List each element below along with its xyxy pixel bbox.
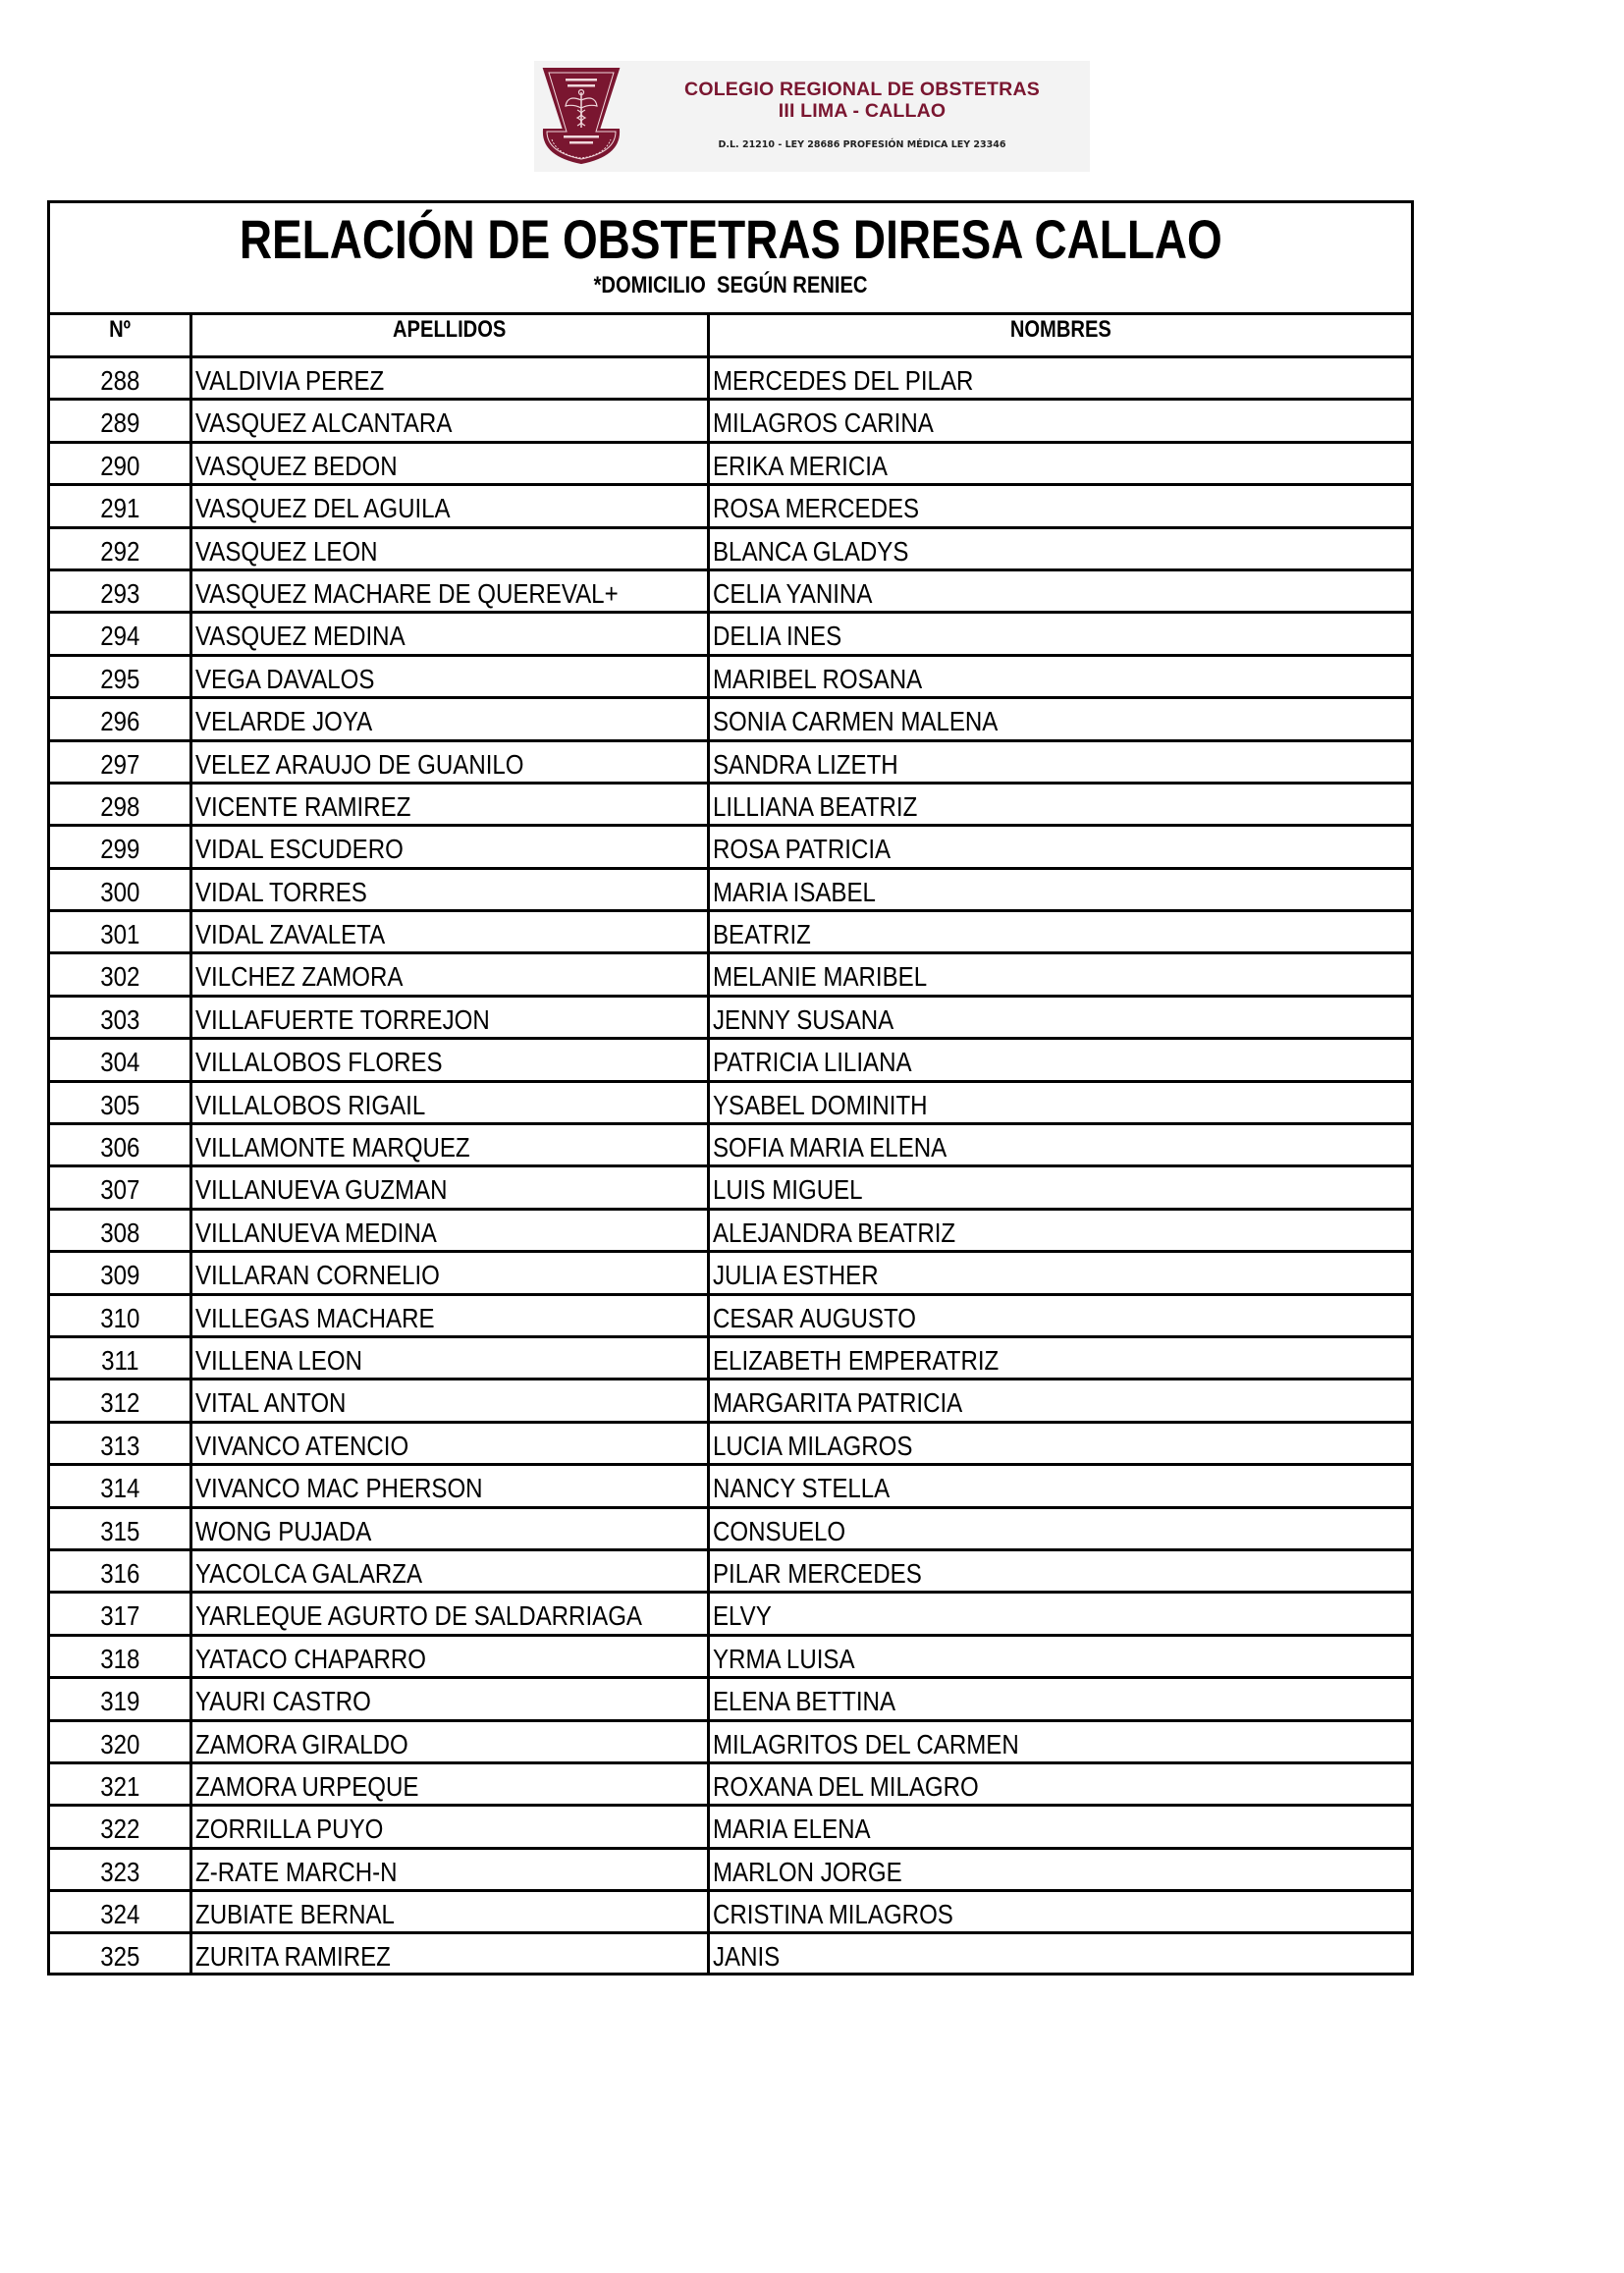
- row-number: 305: [99, 1089, 140, 1120]
- row-apellidos: YACOLCA GALARZA: [195, 1557, 423, 1589]
- row-nombres-cell: [713, 571, 1408, 611]
- row-nombres: SANDRA LIZETH: [713, 748, 898, 780]
- row-number: 323: [99, 1856, 140, 1887]
- row-number-cell: [50, 444, 189, 483]
- table-row: [50, 742, 1411, 785]
- row-apellidos: VASQUEZ DEL AGUILA: [195, 493, 451, 524]
- row-nombres-cell: [713, 1679, 1408, 1718]
- row-apellidos: VILLALOBOS FLORES: [195, 1047, 443, 1078]
- row-number-cell: [50, 1594, 189, 1633]
- row-nombres: JENNY SUSANA: [713, 1003, 894, 1035]
- row-apellidos: VILLANUEVA MEDINA: [195, 1217, 437, 1248]
- table-row: [50, 1637, 1411, 1679]
- row-apellidos-cell: [195, 1296, 704, 1335]
- row-nombres: BLANCA GLADYS: [713, 535, 909, 567]
- row-nombres: ELENA BETTINA: [713, 1686, 896, 1717]
- row-nombres-cell: [713, 1934, 1408, 1974]
- obstetras-table: [47, 200, 1414, 1975]
- row-number: 321: [99, 1770, 140, 1802]
- row-apellidos-cell: [195, 401, 704, 440]
- row-nombres: CELIA YANINA: [713, 577, 873, 609]
- row-apellidos: VILLEGAS MACHARE: [195, 1302, 435, 1333]
- table-row: [50, 1253, 1411, 1295]
- table-row: [50, 1466, 1411, 1508]
- row-nombres-cell: [713, 486, 1408, 525]
- row-nombres: MARIBEL ROSANA: [713, 663, 923, 694]
- table-row: [50, 571, 1411, 614]
- row-number: 307: [99, 1174, 140, 1206]
- row-apellidos: VASQUEZ BEDON: [195, 450, 398, 481]
- row-apellidos: VEGA DAVALOS: [195, 663, 375, 694]
- row-number: 325: [99, 1941, 140, 1973]
- row-apellidos: VIDAL ESCUDERO: [195, 834, 404, 865]
- row-apellidos: VELARDE JOYA: [195, 706, 373, 737]
- row-apellidos: VASQUEZ LEON: [195, 535, 378, 567]
- row-number-cell: [50, 1296, 189, 1335]
- row-number-cell: [50, 571, 189, 611]
- row-apellidos-cell: [195, 1850, 704, 1889]
- row-nombres-cell: [713, 1338, 1408, 1378]
- row-nombres-cell: [713, 1764, 1408, 1804]
- row-number-cell: [50, 998, 189, 1037]
- row-number: 296: [99, 706, 140, 737]
- row-number-cell: [50, 699, 189, 738]
- row-nombres: MARLON JORGE: [713, 1856, 902, 1887]
- row-nombres: BEATRIZ: [713, 919, 811, 950]
- row-apellidos-cell: [195, 1637, 704, 1676]
- row-apellidos-cell: [195, 1892, 704, 1931]
- row-apellidos-cell: [195, 1040, 704, 1079]
- row-apellidos: YARLEQUE AGURTO DE SALDARRIAGA: [195, 1600, 642, 1632]
- row-apellidos-cell: [195, 486, 704, 525]
- row-apellidos-cell: [195, 998, 704, 1037]
- table-row: [50, 358, 1411, 401]
- row-nombres: JANIS: [713, 1941, 781, 1973]
- logo-title-line2: III LIMA - CALLAO: [778, 100, 947, 122]
- row-number-cell: [50, 1083, 189, 1122]
- row-number: 322: [99, 1813, 140, 1845]
- row-nombres-cell: [713, 657, 1408, 696]
- row-nombres: MERCEDES DEL PILAR: [713, 365, 974, 396]
- row-apellidos-cell: [195, 1807, 704, 1846]
- row-nombres: YSABEL DOMINITH: [713, 1089, 928, 1120]
- row-number-cell: [50, 1764, 189, 1804]
- row-apellidos-cell: [195, 444, 704, 483]
- table-row: [50, 529, 1411, 571]
- row-apellidos: ZAMORA GIRALDO: [195, 1728, 408, 1759]
- row-number-cell: [50, 486, 189, 525]
- row-number-cell: [50, 1509, 189, 1548]
- row-apellidos: VALDIVIA PEREZ: [195, 365, 385, 396]
- table-row: [50, 1167, 1411, 1210]
- row-apellidos: ZAMORA URPEQUE: [195, 1770, 419, 1802]
- row-nombres: MARIA ISABEL: [713, 876, 876, 907]
- row-nombres: ERIKA MERICIA: [713, 450, 888, 481]
- row-number-cell: [50, 1125, 189, 1164]
- row-number: 306: [99, 1132, 140, 1164]
- row-apellidos-cell: [195, 1466, 704, 1505]
- row-apellidos-cell: [195, 827, 704, 866]
- table-row: [50, 1338, 1411, 1380]
- row-number: 301: [99, 919, 140, 950]
- row-nombres: JULIA ESTHER: [713, 1260, 879, 1291]
- column-header-nombres-text: NOMBRES: [1009, 316, 1111, 343]
- row-number: 317: [99, 1600, 140, 1632]
- row-apellidos: VIDAL TORRES: [195, 876, 367, 907]
- column-header-apellidos: [192, 315, 707, 355]
- row-number-cell: [50, 1722, 189, 1761]
- row-nombres-cell: [713, 614, 1408, 653]
- table-row: [50, 827, 1411, 869]
- row-nombres: ALEJANDRA BEATRIZ: [713, 1217, 956, 1248]
- row-apellidos: VICENTE RAMIREZ: [195, 790, 411, 822]
- row-apellidos-cell: [195, 1083, 704, 1122]
- row-number: 316: [99, 1557, 140, 1589]
- row-apellidos-cell: [195, 1594, 704, 1633]
- row-number-cell: [50, 785, 189, 824]
- row-number: 302: [99, 961, 140, 993]
- table-body: [50, 358, 1411, 1977]
- table-row: [50, 1679, 1411, 1721]
- row-nombres-cell: [713, 1892, 1408, 1931]
- column-header-apellidos-text: APELLIDOS: [393, 316, 507, 343]
- table-row: [50, 912, 1411, 954]
- column-header-number: [50, 315, 189, 355]
- page-subtitle: [50, 272, 1411, 299]
- row-number-cell: [50, 358, 189, 398]
- row-apellidos: ZORRILLA PUYO: [195, 1813, 384, 1845]
- row-nombres-cell: [713, 827, 1408, 866]
- row-number-cell: [50, 1040, 189, 1079]
- table-row: [50, 1211, 1411, 1253]
- row-number-cell: [50, 1807, 189, 1846]
- table-row: [50, 1722, 1411, 1764]
- page-subtitle-text: *DOMICILIO SEGÚN RENIEC: [593, 272, 868, 298]
- row-number-cell: [50, 1637, 189, 1676]
- row-apellidos-cell: [195, 571, 704, 611]
- row-number: 312: [99, 1387, 140, 1419]
- row-apellidos-cell: [195, 1125, 704, 1164]
- row-nombres-cell: [713, 401, 1408, 440]
- row-apellidos: YATACO CHAPARRO: [195, 1643, 427, 1674]
- title-row: [50, 203, 1411, 315]
- row-number-cell: [50, 1253, 189, 1292]
- row-number-cell: [50, 529, 189, 568]
- row-apellidos: VILLAFUERTE TORREJON: [195, 1003, 490, 1035]
- row-number: 315: [99, 1515, 140, 1546]
- row-nombres-cell: [713, 444, 1408, 483]
- row-apellidos: Z-RATE MARCH-N: [195, 1856, 398, 1887]
- row-nombres: DELIA INES: [713, 621, 842, 652]
- row-nombres-cell: [713, 1253, 1408, 1292]
- table-row: [50, 785, 1411, 827]
- row-number: 304: [99, 1047, 140, 1078]
- row-nombres-cell: [713, 1807, 1408, 1846]
- table-header: [50, 315, 1411, 358]
- row-nombres-cell: [713, 1167, 1408, 1207]
- row-number-cell: [50, 912, 189, 951]
- row-apellidos-cell: [195, 1211, 704, 1250]
- row-nombres-cell: [713, 1296, 1408, 1335]
- row-nombres: CRISTINA MILAGROS: [713, 1899, 953, 1930]
- row-apellidos: VILLARAN CORNELIO: [195, 1260, 440, 1291]
- row-apellidos-cell: [195, 1934, 704, 1974]
- row-nombres: ELIZABETH EMPERATRIZ: [713, 1344, 1000, 1376]
- row-nombres: YRMA LUISA: [713, 1643, 855, 1674]
- emblem-logo-icon: [540, 65, 623, 167]
- row-number: 313: [99, 1430, 140, 1461]
- table-row: [50, 1892, 1411, 1934]
- row-number: 320: [99, 1728, 140, 1759]
- row-number: 319: [99, 1686, 140, 1717]
- row-number: 311: [100, 1344, 139, 1376]
- page-title-text: RELACIÓN DE OBSTETRAS DIRESA CALLAO: [239, 208, 1222, 270]
- page-title: [50, 207, 1411, 272]
- row-apellidos-cell: [195, 1679, 704, 1718]
- row-apellidos: VASQUEZ MEDINA: [195, 621, 406, 652]
- row-nombres-cell: [713, 998, 1408, 1037]
- row-apellidos: VILLENA LEON: [195, 1344, 362, 1376]
- table-row: [50, 1380, 1411, 1423]
- row-number-cell: [50, 1466, 189, 1505]
- row-nombres: CESAR AUGUSTO: [713, 1302, 916, 1333]
- row-nombres-cell: [713, 1211, 1408, 1250]
- row-apellidos-cell: [195, 1509, 704, 1548]
- table-row: [50, 1764, 1411, 1807]
- row-nombres: LUCIA MILAGROS: [713, 1430, 913, 1461]
- row-nombres-cell: [713, 1637, 1408, 1676]
- row-number-cell: [50, 1380, 189, 1420]
- table-row: [50, 1551, 1411, 1594]
- table-row: [50, 614, 1411, 656]
- row-apellidos: VASQUEZ ALCANTARA: [195, 407, 453, 439]
- column-header-nombres: [710, 315, 1411, 355]
- row-nombres: SONIA CARMEN MALENA: [713, 706, 999, 737]
- row-number-cell: [50, 1679, 189, 1718]
- row-nombres: ROSA MERCEDES: [713, 493, 920, 524]
- row-nombres-cell: [713, 699, 1408, 738]
- row-number: 295: [99, 663, 140, 694]
- row-nombres: PILAR MERCEDES: [713, 1557, 922, 1589]
- table-row: [50, 1125, 1411, 1167]
- row-apellidos: VILCHEZ ZAMORA: [195, 961, 404, 993]
- row-number-cell: [50, 954, 189, 994]
- row-nombres-cell: [713, 1380, 1408, 1420]
- row-number-cell: [50, 1424, 189, 1463]
- row-number: 293: [99, 577, 140, 609]
- row-number-cell: [50, 1892, 189, 1931]
- row-apellidos-cell: [195, 1253, 704, 1292]
- row-nombres-cell: [713, 529, 1408, 568]
- logo-title: [640, 79, 1084, 122]
- table-row: [50, 1807, 1411, 1849]
- row-nombres-cell: [713, 358, 1408, 398]
- logo-banner: [534, 61, 1090, 172]
- row-nombres-cell: [713, 1551, 1408, 1591]
- row-nombres: CONSUELO: [713, 1515, 846, 1546]
- row-number: 288: [99, 365, 140, 396]
- row-nombres-cell: [713, 1424, 1408, 1463]
- table-row: [50, 998, 1411, 1040]
- row-apellidos-cell: [195, 1380, 704, 1420]
- row-number-cell: [50, 1850, 189, 1889]
- row-nombres: NANCY STELLA: [713, 1473, 891, 1504]
- logo-title-line1: COLEGIO REGIONAL DE OBSTETRAS: [684, 79, 1040, 100]
- row-nombres-cell: [713, 785, 1408, 824]
- row-nombres-cell: [713, 870, 1408, 909]
- row-apellidos: VIVANCO MAC PHERSON: [195, 1473, 483, 1504]
- row-apellidos: ZURITA RAMIREZ: [195, 1941, 391, 1973]
- row-apellidos-cell: [195, 1764, 704, 1804]
- row-nombres: LUIS MIGUEL: [713, 1174, 863, 1206]
- row-number: 303: [99, 1003, 140, 1035]
- table-row: [50, 401, 1411, 443]
- row-number: 318: [99, 1643, 140, 1674]
- row-nombres-cell: [713, 1722, 1408, 1761]
- row-number-cell: [50, 1551, 189, 1591]
- table-row: [50, 699, 1411, 741]
- row-number: 309: [99, 1260, 140, 1291]
- table-row: [50, 1934, 1411, 1976]
- row-apellidos: ZUBIATE BERNAL: [195, 1899, 395, 1930]
- row-apellidos-cell: [195, 358, 704, 398]
- row-nombres: MELANIE MARIBEL: [713, 961, 928, 993]
- row-number: 291: [99, 493, 140, 524]
- row-nombres: ROSA PATRICIA: [713, 834, 892, 865]
- table-row: [50, 1040, 1411, 1082]
- row-apellidos: VIDAL ZAVALETA: [195, 919, 386, 950]
- row-number-cell: [50, 870, 189, 909]
- table-row: [50, 954, 1411, 997]
- row-number-cell: [50, 614, 189, 653]
- row-number: 299: [99, 834, 140, 865]
- row-nombres-cell: [713, 1083, 1408, 1122]
- row-nombres-cell: [713, 1850, 1408, 1889]
- row-apellidos-cell: [195, 1424, 704, 1463]
- row-number: 314: [99, 1473, 140, 1504]
- row-apellidos: VELEZ ARAUJO DE GUANILO: [195, 748, 524, 780]
- table-row: [50, 1850, 1411, 1892]
- table-row: [50, 1594, 1411, 1636]
- row-number: 300: [99, 876, 140, 907]
- row-apellidos-cell: [195, 529, 704, 568]
- row-number: 294: [99, 621, 140, 652]
- row-apellidos-cell: [195, 742, 704, 782]
- row-nombres: PATRICIA LILIANA: [713, 1047, 912, 1078]
- row-apellidos-cell: [195, 699, 704, 738]
- row-number-cell: [50, 827, 189, 866]
- row-apellidos-cell: [195, 1551, 704, 1591]
- row-nombres-cell: [713, 1125, 1408, 1164]
- row-nombres-cell: [713, 912, 1408, 951]
- row-number: 297: [99, 748, 140, 780]
- row-apellidos: YAURI CASTRO: [195, 1686, 371, 1717]
- row-apellidos-cell: [195, 912, 704, 951]
- row-nombres: ELVY: [713, 1600, 772, 1632]
- table-row: [50, 1424, 1411, 1466]
- row-apellidos-cell: [195, 1722, 704, 1761]
- row-nombres-cell: [713, 742, 1408, 782]
- row-nombres: ROXANA DEL MILAGRO: [713, 1770, 979, 1802]
- row-nombres-cell: [713, 1509, 1408, 1548]
- row-number-cell: [50, 657, 189, 696]
- row-apellidos: VIVANCO ATENCIO: [195, 1430, 409, 1461]
- row-nombres: MILAGRITOS DEL CARMEN: [713, 1728, 1019, 1759]
- row-number-cell: [50, 401, 189, 440]
- table-row: [50, 870, 1411, 912]
- row-nombres: LILLIANA BEATRIZ: [713, 790, 918, 822]
- row-number-cell: [50, 1338, 189, 1378]
- row-number-cell: [50, 1167, 189, 1207]
- row-number-cell: [50, 1934, 189, 1974]
- row-apellidos-cell: [195, 870, 704, 909]
- table-row: [50, 486, 1411, 528]
- row-apellidos-cell: [195, 1338, 704, 1378]
- row-apellidos: VILLANUEVA GUZMAN: [195, 1174, 448, 1206]
- row-apellidos-cell: [195, 614, 704, 653]
- row-number: 290: [99, 450, 140, 481]
- row-number-cell: [50, 742, 189, 782]
- row-number: 310: [99, 1302, 140, 1333]
- table-row: [50, 1509, 1411, 1551]
- row-nombres: MILAGROS CARINA: [713, 407, 934, 439]
- row-apellidos-cell: [195, 657, 704, 696]
- row-nombres-cell: [713, 1466, 1408, 1505]
- row-apellidos: VASQUEZ MACHARE DE QUEREVAL+: [195, 577, 619, 609]
- row-number: 292: [99, 535, 140, 567]
- row-nombres-cell: [713, 954, 1408, 994]
- row-apellidos: VITAL ANTON: [195, 1387, 347, 1419]
- table-row: [50, 1083, 1411, 1125]
- row-number: 298: [99, 790, 140, 822]
- table-row: [50, 444, 1411, 486]
- row-apellidos: WONG PUJADA: [195, 1515, 372, 1546]
- row-apellidos-cell: [195, 954, 704, 994]
- table-row: [50, 657, 1411, 699]
- logo-subtitle: D.L. 21210 - LEY 28686 PROFESIÓN MÉDICA LEY 23346: [718, 139, 1006, 150]
- row-apellidos: VILLAMONTE MARQUEZ: [195, 1132, 470, 1164]
- row-nombres-cell: [713, 1040, 1408, 1079]
- table-row: [50, 1296, 1411, 1338]
- row-apellidos-cell: [195, 1167, 704, 1207]
- row-number: 324: [99, 1899, 140, 1930]
- row-nombres: MARIA ELENA: [713, 1813, 871, 1845]
- column-header-number-text: Nº: [109, 316, 131, 343]
- row-number: 308: [99, 1217, 140, 1248]
- row-number: 289: [99, 407, 140, 439]
- row-number-cell: [50, 1211, 189, 1250]
- row-nombres: SOFIA MARIA ELENA: [713, 1132, 947, 1164]
- row-nombres-cell: [713, 1594, 1408, 1633]
- row-apellidos-cell: [195, 785, 704, 824]
- row-apellidos: VILLALOBOS RIGAIL: [195, 1089, 426, 1120]
- row-nombres: MARGARITA PATRICIA: [713, 1387, 963, 1419]
